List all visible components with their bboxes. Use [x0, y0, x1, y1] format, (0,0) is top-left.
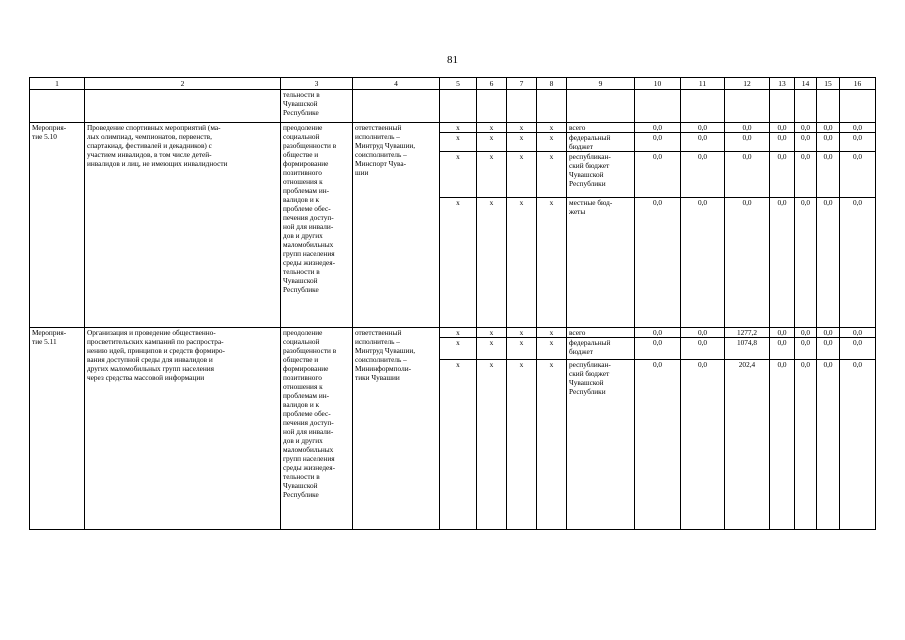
amount-cell: 0,0	[840, 328, 876, 338]
amount-cell: 0,0	[635, 360, 681, 530]
amount-cell: 0,0	[681, 133, 725, 152]
event-goal-cell: преодоление социальной разобщенности в обществе и формирование позитивного отношения к проблемам ин- валидов и к проблеме обес- печения доступ- ной для инвали- дов и других маломобильных групп населения среды жизнедея- тельности в Чувашской Республике	[281, 328, 353, 530]
col-header: 15	[817, 78, 840, 90]
amount-cell: 0,0	[770, 123, 795, 133]
col-header: 14	[795, 78, 817, 90]
amount-cell: 0,0	[795, 338, 817, 360]
code-cell: х	[440, 123, 477, 133]
col-header: 7	[507, 78, 537, 90]
code-cell: х	[440, 152, 477, 198]
code-cell: х	[537, 123, 567, 133]
amount-cell: 0,0	[840, 133, 876, 152]
funding-source-cell: республикан- ский бюджет Чувашской Республики	[567, 152, 635, 198]
col-header: 12	[725, 78, 770, 90]
amount-cell: 0,0	[840, 360, 876, 530]
amount-cell: 0,0	[635, 198, 681, 328]
amount-cell: 0,0	[725, 133, 770, 152]
funding-source-cell: всего	[567, 123, 635, 133]
code-cell: х	[537, 328, 567, 338]
amount-cell: 0,0	[817, 338, 840, 360]
amount-cell: 0,0	[635, 133, 681, 152]
col-header: 3	[281, 78, 353, 90]
funding-source-cell: всего	[567, 328, 635, 338]
event-executor-cell: ответственный исполнитель – Минтруд Чувашии, соисполнитель – Мининформполи- тики Чувашии	[353, 328, 440, 530]
page-number: 81	[447, 54, 458, 66]
amount-cell: 0,0	[840, 123, 876, 133]
funding-source-cell: местные бюд- жеты	[567, 198, 635, 328]
code-cell: х	[477, 133, 507, 152]
amount-cell: 0,0	[725, 123, 770, 133]
code-cell: х	[537, 338, 567, 360]
amount-cell: 0,0	[770, 360, 795, 530]
code-cell: х	[477, 152, 507, 198]
amount-cell: 0,0	[817, 133, 840, 152]
amount-cell: 0,0	[795, 360, 817, 530]
amount-cell: 0,0	[770, 338, 795, 360]
col-header: 6	[477, 78, 507, 90]
funding-source-cell: республикан- ский бюджет Чувашской Республики	[567, 360, 635, 530]
code-cell: х	[507, 338, 537, 360]
amount-cell: 1074,8	[725, 338, 770, 360]
col-header: 4	[353, 78, 440, 90]
code-cell: х	[477, 123, 507, 133]
col-header: 1	[30, 78, 85, 90]
amount-cell: 0,0	[681, 123, 725, 133]
code-cell: х	[477, 338, 507, 360]
code-cell: х	[440, 360, 477, 530]
amount-cell: 0,0	[770, 133, 795, 152]
col-header: 8	[537, 78, 567, 90]
code-cell: х	[477, 360, 507, 530]
col-header: 9	[567, 78, 635, 90]
amount-cell: 0,0	[770, 328, 795, 338]
amount-cell: 0,0	[635, 123, 681, 133]
funding-source-cell: федеральный бюджет	[567, 338, 635, 360]
col-header: 2	[85, 78, 281, 90]
amount-cell: 0,0	[795, 328, 817, 338]
code-cell: х	[440, 198, 477, 328]
funding-source-cell: федеральный бюджет	[567, 133, 635, 152]
code-cell: х	[440, 328, 477, 338]
amount-cell: 0,0	[725, 152, 770, 198]
event-executor-cell: ответственный исполнитель – Минтруд Чувашии, соисполнитель – Минспорт Чува- шии	[353, 123, 440, 328]
code-cell: х	[537, 198, 567, 328]
code-cell: х	[507, 123, 537, 133]
event-title-cell: Проведение спортивных мероприятий (ма- лых олимпиад, чемпионатов, первенств, спартакиад, фестивалей и декадников) с участием инвалидов, в том числе детей- инвалидов и лиц, не имеющих инвалидности	[85, 123, 281, 328]
program-table	[29, 77, 876, 530]
code-cell: х	[537, 152, 567, 198]
amount-cell: 0,0	[681, 360, 725, 530]
amount-cell: 0,0	[635, 328, 681, 338]
event-goal-cell: преодоление социальной разобщенности в обществе и формирование позитивного отношения к проблемам ин- валидов и к проблеме обес- печения доступ- ной для инвали- дов и других маломобильных групп населения среды жизнедея- тельности в Чувашской Республике	[281, 123, 353, 328]
code-cell: х	[507, 133, 537, 152]
code-cell: х	[507, 152, 537, 198]
code-cell: х	[507, 328, 537, 338]
amount-cell: 0,0	[817, 123, 840, 133]
event-code-cell: Мероприя- тие 5.11	[30, 328, 85, 530]
amount-cell: 0,0	[681, 198, 725, 328]
amount-cell: 0,0	[635, 338, 681, 360]
amount-cell: 0,0	[725, 198, 770, 328]
code-cell: х	[440, 133, 477, 152]
amount-cell: 0,0	[681, 152, 725, 198]
col-header: 11	[681, 78, 725, 90]
amount-cell: 0,0	[795, 133, 817, 152]
amount-cell: 0,0	[770, 198, 795, 328]
col-header: 13	[770, 78, 795, 90]
code-cell: х	[477, 198, 507, 328]
amount-cell: 0,0	[817, 198, 840, 328]
col-header: 10	[635, 78, 681, 90]
col-header: 16	[840, 78, 876, 90]
code-cell: х	[507, 198, 537, 328]
column-number-row	[30, 78, 876, 90]
amount-cell: 202,4	[725, 360, 770, 530]
table-row	[30, 328, 876, 338]
amount-cell: 0,0	[817, 328, 840, 338]
continuation-goal-cell: тельности в Чувашской Республике	[281, 90, 353, 123]
amount-cell: 0,0	[817, 360, 840, 530]
amount-cell: 0,0	[635, 152, 681, 198]
code-cell: х	[477, 328, 507, 338]
amount-cell: 0,0	[817, 152, 840, 198]
event-code-cell: Мероприя- тие 5.10	[30, 123, 85, 328]
code-cell: х	[507, 360, 537, 530]
amount-cell: 0,0	[770, 152, 795, 198]
amount-cell: 1277,2	[725, 328, 770, 338]
col-header: 5	[440, 78, 477, 90]
amount-cell: 0,0	[795, 123, 817, 133]
amount-cell: 0,0	[840, 338, 876, 360]
amount-cell: 0,0	[840, 198, 876, 328]
event-title-cell: Организация и проведение общественно- просветительских кампаний по распростра- нению идей, принципов и средств формиро- вания доступной среды для инвалидов и других маломобильных групп населения через средства массовой информации	[85, 328, 281, 530]
amount-cell: 0,0	[681, 328, 725, 338]
amount-cell: 0,0	[795, 198, 817, 328]
continuation-row	[30, 90, 876, 123]
code-cell: х	[537, 133, 567, 152]
code-cell: х	[537, 360, 567, 530]
table-row	[30, 123, 876, 133]
code-cell: х	[440, 338, 477, 360]
amount-cell: 0,0	[795, 152, 817, 198]
amount-cell: 0,0	[840, 152, 876, 198]
amount-cell: 0,0	[681, 338, 725, 360]
